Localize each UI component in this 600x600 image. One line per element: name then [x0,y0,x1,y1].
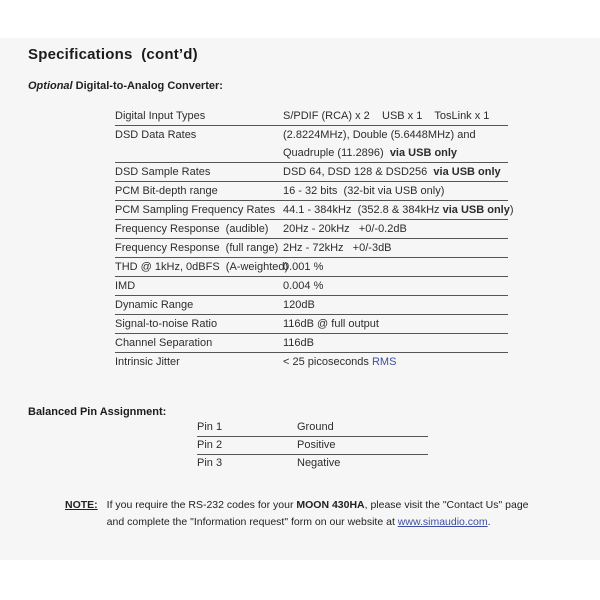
pin-value: Ground [297,421,334,433]
spec-value [283,220,508,238]
note-text-segment: . [487,516,491,528]
spec-value [283,258,508,276]
spec-value-text: DSD 64, DSD 128 & DSD256 [283,166,434,178]
spec-value [283,334,508,352]
note-product-name: MOON 430HA [296,499,365,511]
spec-value-text: 16 - 32 bits (32-bit via USB only) [283,185,445,197]
table-row [115,182,508,201]
table-row [115,163,508,182]
spec-label: Channel Separation [115,337,213,349]
page-title: Specifications (cont’d) [28,46,198,63]
note-block [65,497,529,531]
subtitle-converter-label: Digital-to-Analog Converter: [72,80,223,92]
spec-label: PCM Bit-depth range [115,185,218,197]
spec-value [283,107,508,125]
spec-label: Intrinsic Jitter [115,356,180,368]
note-line-2 [107,514,529,531]
note-text-segment: If you require the RS-232 codes for your [106,499,297,511]
spec-label: Dynamic Range [115,299,194,311]
spec-value-text: 0.004 % [283,280,324,292]
spec-value-text: 20Hz - 20kHz +0/-0.2dB [283,223,407,235]
spec-value-text: 2Hz - 72kHz +0/-3dB [283,242,392,254]
spec-label: IMD [115,280,136,292]
spec-value-text: ) [509,204,514,216]
spec-label: Digital Input Types [115,110,206,122]
pin-value: Negative [297,457,341,469]
pin-row [197,419,428,437]
note-label: NOTE: [65,499,98,511]
spec-label: Frequency Response (full range) [115,242,279,254]
pin-label: Pin 1 [197,421,223,433]
table-row [115,126,508,163]
spec-value-text: < 25 picoseconds [283,356,372,368]
table-row [115,201,514,220]
pin-section-heading: Balanced Pin Assignment: [28,406,167,418]
table-row [115,258,508,277]
spec-value [283,182,508,200]
rms-link[interactable]: RMS [371,356,397,368]
pin-value: Positive [297,439,336,451]
spec-label: Frequency Response (audible) [115,223,269,235]
spec-value [283,163,508,181]
subtitle-optional-label: Optional [28,80,73,92]
spec-value-text: 116dB [283,337,314,349]
spec-value-text: 116dB @ full output [283,318,379,330]
note-text-segment: , please visit the "Contact Us" page [364,499,529,511]
note-line-1 [107,497,529,514]
spec-label: DSD Data Rates [115,129,197,141]
table-row [115,296,508,315]
page-background [0,38,600,560]
note-text-segment: and complete the "Information request" form on our website at [106,516,398,528]
pin-row [197,437,428,455]
spec-value-bold: via USB only [389,147,458,159]
spec-table [115,107,514,371]
spec-value [283,296,508,314]
table-row [115,334,508,353]
spec-label: PCM Sampling Frequency Rates [115,204,276,216]
spec-value-text: Quadruple (11.2896) [283,147,390,159]
spec-value-text: S/PDIF (RCA) x 2 USB x 1 TosLink x 1 [283,110,490,122]
spec-value-bold: via USB only [433,166,501,178]
table-row [115,107,508,126]
simaudio-website-link[interactable]: www.simaudio.com [397,516,488,528]
spec-value-bold: via USB only [442,204,510,216]
note-text [107,497,529,531]
spec-value-text: 120dB [283,299,315,311]
spec-value [283,126,508,162]
spec-value-line2 [283,144,508,162]
spec-value [283,315,508,333]
table-row [115,220,508,239]
table-row [115,277,508,296]
spec-value [283,277,508,295]
table-row [115,353,508,371]
table-row [115,239,508,258]
spec-value-text: 0.001 % [283,261,324,273]
pin-table [197,419,428,472]
spec-value [283,353,508,371]
spec-value [283,239,508,257]
table-row [115,315,508,334]
pin-row [197,455,428,472]
pin-label: Pin 2 [197,439,223,451]
spec-value [283,201,514,219]
spec-label: THD @ 1kHz, 0dBFS (A-weighted) [115,261,289,273]
pin-label: Pin 3 [197,457,223,469]
spec-label: Signal-to-noise Ratio [115,318,218,330]
spec-label: DSD Sample Rates [115,166,211,178]
spec-value-text: (2.8224MHz), Double (5.6448MHz) and [283,129,476,141]
spec-value-text: 44.1 - 384kHz (352.8 & 384kHz [283,204,443,216]
section-heading [28,80,223,92]
